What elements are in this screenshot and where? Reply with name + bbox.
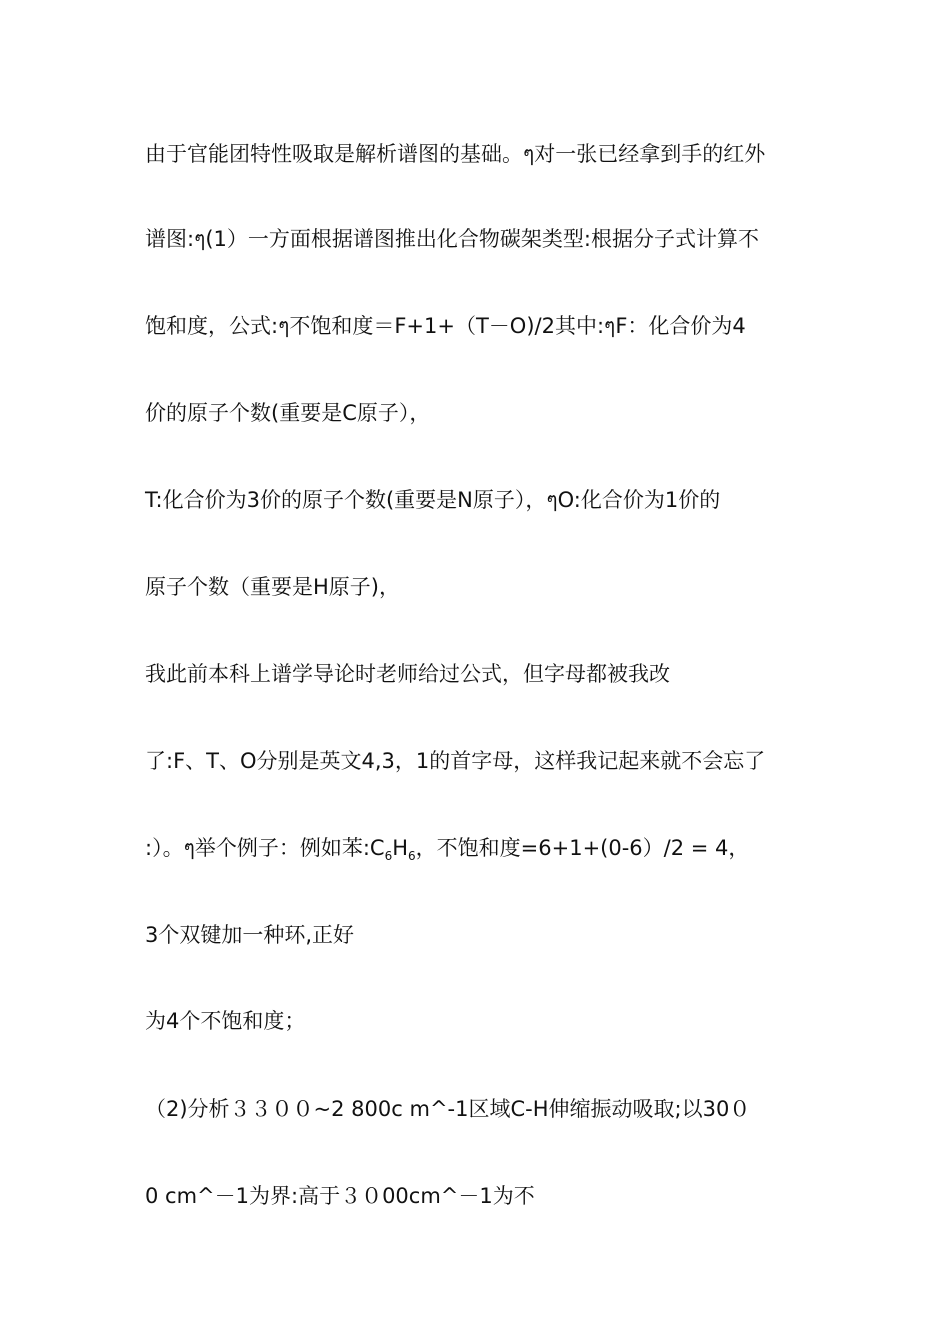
formula-suffix-text: ，不饱和度=6+1+(0-6）/2 = 4， (415, 836, 750, 860)
formula-prefix-text: :）。ๆ举个例子：例如苯:C (145, 836, 385, 860)
carbon-subscript: 6 (384, 849, 393, 863)
paragraph-line: T:化合价为3价的原子个数(重要是N原子），ๆO:化合价为1价的 (145, 488, 721, 512)
hydrogen-symbol: H (392, 836, 409, 860)
paragraph-line: 了:F、T、O分别是英文4,3，1的首字母，这样我记起来就不会忘了 (145, 749, 766, 773)
paragraph-line-formula (145, 833, 815, 863)
paragraph-line: 谱图:ๆ(1）一方面根据谱图推出化合物碳架类型:根据分子式计算不 (145, 227, 759, 251)
paragraph-line: 我此前本科上谱学导论时老师给过公式，但字母都被我改 (145, 662, 670, 686)
paragraph-line: 3个双键加一种环,正好 (145, 923, 355, 947)
paragraph-line: 价的原子个数(重要是C原子）， (145, 401, 431, 425)
paragraph-line: 0 cm^－1为界:高于３０00cm^－1为不 (145, 1184, 535, 1208)
hydrogen-subscript: 6 (408, 849, 416, 863)
paragraph-line: （2)分析３３００~2 800c m^-1区域C-H伸缩振动吸取;以30０ (145, 1097, 751, 1121)
paragraph-line: 饱和度，公式:ๆ不饱和度＝F+1+（T－O)/2其中:ๆF：化合价为4 (145, 314, 746, 338)
paragraph-line: 由于官能团特性吸取是解析谱图的基础。ๆ对一张已经拿到手的红外 (145, 142, 766, 166)
paragraph-line: 为4个不饱和度； (145, 1009, 306, 1033)
paragraph-line: 原子个数（重要是H原子)， (145, 575, 400, 599)
